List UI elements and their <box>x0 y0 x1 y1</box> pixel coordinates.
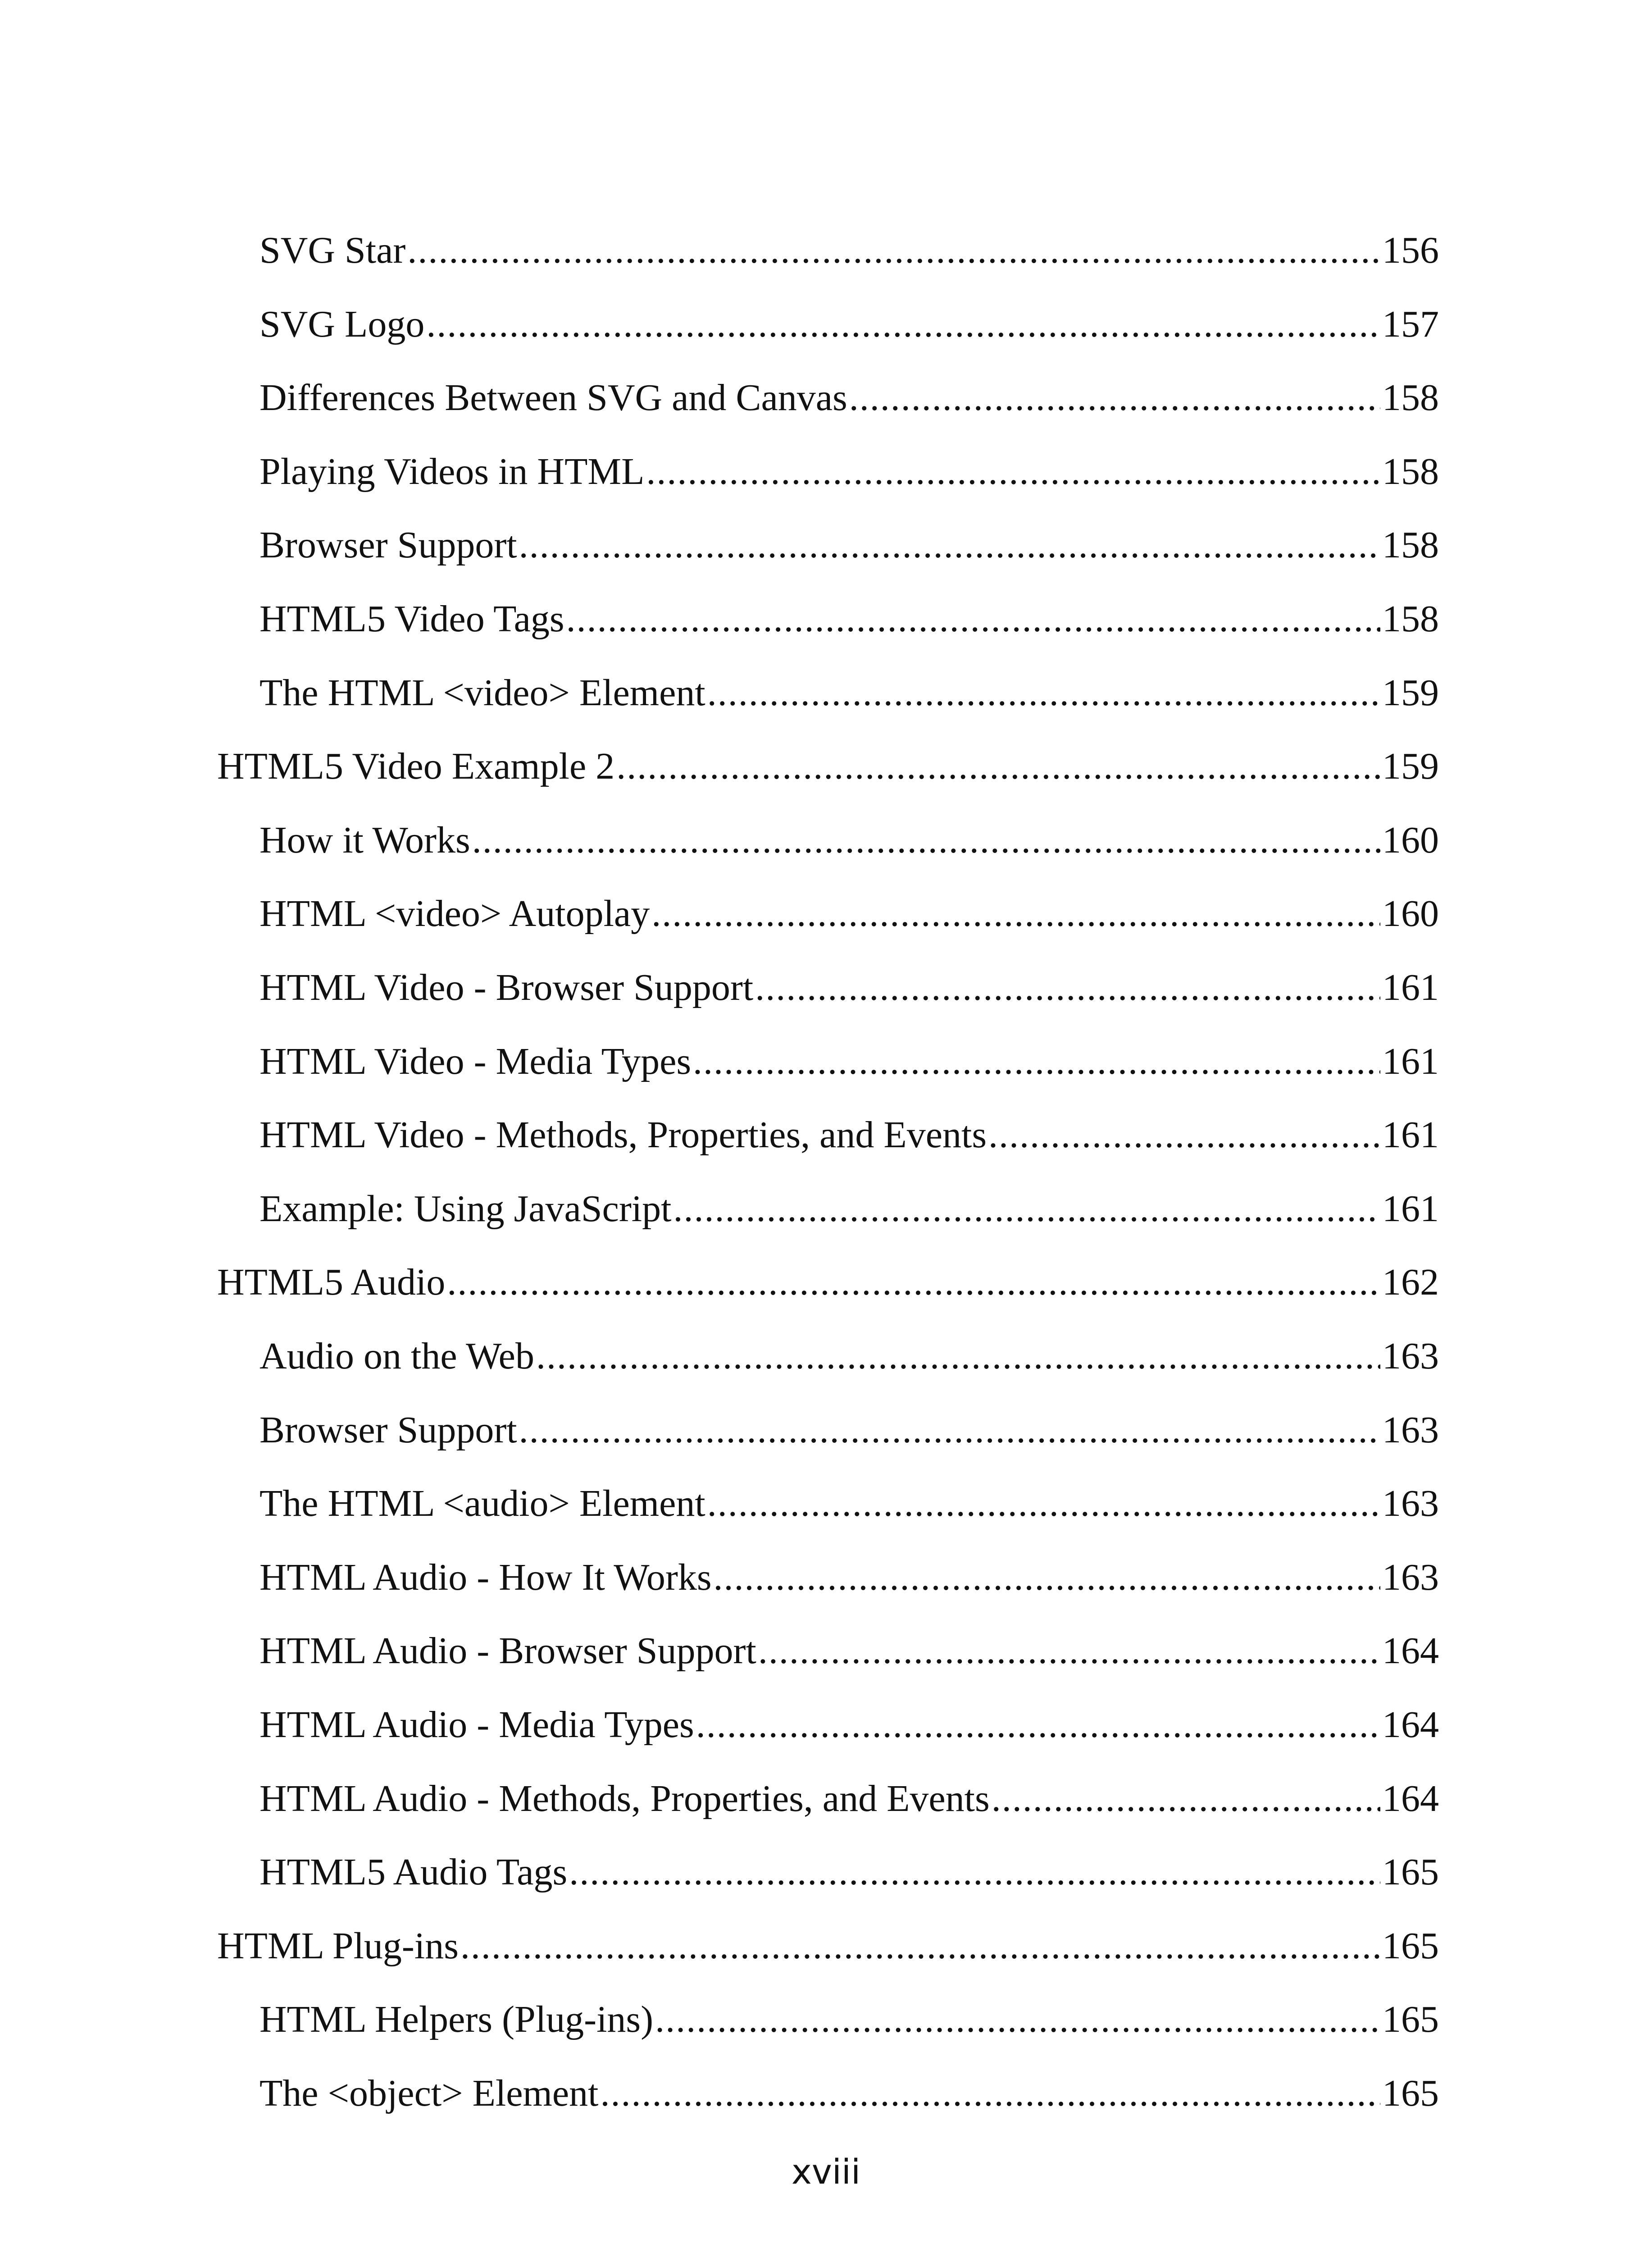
toc-entry[interactable] <box>259 1469 1439 1523</box>
dot-leader <box>758 1632 1380 1670</box>
toc-entry[interactable] <box>259 215 1439 269</box>
toc-entry-page: 163 <box>1382 1335 1439 1377</box>
dot-leader <box>426 306 1380 343</box>
toc-entry-page: 164 <box>1382 1704 1439 1746</box>
toc-entry[interactable] <box>259 2058 1439 2112</box>
toc-entry-title: HTML Helpers (Plug-ins) <box>259 1998 654 2040</box>
dot-leader <box>600 2075 1380 2112</box>
dot-leader <box>646 453 1380 491</box>
toc-entry[interactable] <box>259 1395 1439 1449</box>
toc-entry[interactable] <box>259 1837 1439 1891</box>
toc-entry-page: 163 <box>1382 1409 1439 1451</box>
toc-entry[interactable] <box>259 289 1439 343</box>
dot-leader <box>566 600 1380 638</box>
toc-entry[interactable] <box>259 1690 1439 1744</box>
toc-entry[interactable] <box>259 953 1439 1007</box>
toc-entry-page: 164 <box>1382 1630 1439 1672</box>
toc-entry-page: 161 <box>1382 1040 1439 1082</box>
toc-entry[interactable] <box>259 805 1439 859</box>
toc-entry-page: 165 <box>1382 1998 1439 2040</box>
toc-entry-title: Playing Videos in HTML <box>259 451 645 493</box>
dot-leader <box>673 1190 1380 1228</box>
toc-entry-page: 159 <box>1382 745 1439 787</box>
toc-entry[interactable] <box>259 1026 1439 1081</box>
dot-leader <box>707 1485 1380 1523</box>
toc-entry-page: 161 <box>1382 967 1439 1008</box>
toc-entry-title: The HTML <audio> Element <box>259 1482 705 1524</box>
toc-entry-page: 161 <box>1382 1188 1439 1230</box>
toc-entry[interactable] <box>259 1616 1439 1670</box>
toc-entry[interactable] <box>259 1174 1439 1228</box>
toc-entry[interactable] <box>259 1764 1439 1818</box>
dot-leader <box>988 1116 1380 1154</box>
dot-leader <box>519 526 1380 564</box>
toc-entry-title: HTML5 Video Example 2 <box>217 745 615 787</box>
toc-entry[interactable] <box>259 1100 1439 1154</box>
toc-entry[interactable] <box>217 1911 1439 1965</box>
toc-entry-title: HTML Audio - Browser Support <box>259 1630 756 1672</box>
toc-entry-title: HTML5 Video Tags <box>259 598 564 640</box>
toc-entry-title: The HTML <video> Element <box>259 672 705 714</box>
dot-leader <box>519 1411 1380 1449</box>
toc-entry[interactable] <box>259 1542 1439 1596</box>
dot-leader <box>536 1337 1380 1375</box>
toc-entry[interactable] <box>259 363 1439 417</box>
dot-leader <box>407 232 1380 269</box>
dot-leader <box>569 1853 1380 1891</box>
toc-entry-page: 156 <box>1382 229 1439 271</box>
toc-entry-title: HTML Video - Browser Support <box>259 967 754 1008</box>
toc-entry-title: HTML Plug-ins <box>217 1925 459 1967</box>
toc-entry-page: 163 <box>1382 1482 1439 1524</box>
dot-leader <box>992 1780 1380 1818</box>
toc-entry-title: HTML5 Audio <box>217 1261 446 1303</box>
toc-entry[interactable] <box>259 584 1439 638</box>
toc-entry-title: HTML Video - Media Types <box>259 1040 692 1082</box>
toc-entry[interactable] <box>259 658 1439 712</box>
toc-entry-page: 164 <box>1382 1778 1439 1820</box>
toc-entry-title: HTML Audio - Methods, Properties, and Events <box>259 1778 990 1820</box>
toc-entry-title: HTML Video - Methods, Properties, and Events <box>259 1114 987 1156</box>
toc-entry-title: The <object> Element <box>259 2072 599 2114</box>
dot-leader <box>714 1559 1380 1596</box>
toc-entry-page: 165 <box>1382 2072 1439 2114</box>
toc-entry[interactable] <box>259 879 1439 933</box>
toc-entry-title: HTML Audio - How It Works <box>259 1556 712 1598</box>
toc-entry-page: 161 <box>1382 1114 1439 1156</box>
dot-leader <box>655 2001 1380 2039</box>
page-number: xviii <box>791 2152 861 2192</box>
toc-entry[interactable] <box>217 731 1439 785</box>
toc-entry-page: 165 <box>1382 1925 1439 1967</box>
toc-entry-title: Differences Between SVG and Canvas <box>259 377 847 419</box>
toc-entry-title: How it Works <box>259 819 470 861</box>
toc-entry-page: 163 <box>1382 1556 1439 1598</box>
toc-entry-title: HTML5 Audio Tags <box>259 1851 568 1893</box>
dot-leader <box>707 674 1380 712</box>
toc-entry-page: 160 <box>1382 893 1439 935</box>
dot-leader <box>616 748 1380 785</box>
toc-entry-page: 165 <box>1382 1851 1439 1893</box>
dot-leader <box>755 969 1380 1007</box>
dot-leader <box>472 821 1380 859</box>
toc-entry[interactable] <box>259 1984 1439 2039</box>
toc-entry-title: HTML Audio - Media Types <box>259 1704 694 1746</box>
toc-entry-title: HTML <video> Autoplay <box>259 893 650 935</box>
toc-entry-page: 158 <box>1382 377 1439 419</box>
toc-entry-page: 158 <box>1382 598 1439 640</box>
dot-leader <box>460 1927 1380 1965</box>
toc-entry-title: Browser Support <box>259 1409 517 1451</box>
toc-entry-title: Browser Support <box>259 524 517 566</box>
toc-entry-title: Audio on the Web <box>259 1335 534 1377</box>
toc-entry[interactable] <box>217 1247 1439 1301</box>
dot-leader <box>693 1043 1380 1081</box>
toc-entry[interactable] <box>259 510 1439 564</box>
toc-entry-page: 157 <box>1382 303 1439 345</box>
dot-leader <box>447 1263 1380 1301</box>
toc-entry-page: 158 <box>1382 524 1439 566</box>
toc-entry-page: 162 <box>1382 1261 1439 1303</box>
toc-entry-title: SVG Logo <box>259 303 425 345</box>
toc-entry[interactable] <box>259 1321 1439 1375</box>
toc-entry-title: Example: Using JavaScript <box>259 1188 672 1230</box>
toc-entry-title: SVG Star <box>259 229 406 271</box>
toc-entry-page: 160 <box>1382 819 1439 861</box>
dot-leader <box>651 895 1380 933</box>
toc-entry-page: 159 <box>1382 672 1439 714</box>
toc-entry[interactable] <box>259 437 1439 491</box>
dot-leader <box>696 1706 1380 1744</box>
toc-entry-page: 158 <box>1382 451 1439 493</box>
dot-leader <box>849 379 1380 417</box>
